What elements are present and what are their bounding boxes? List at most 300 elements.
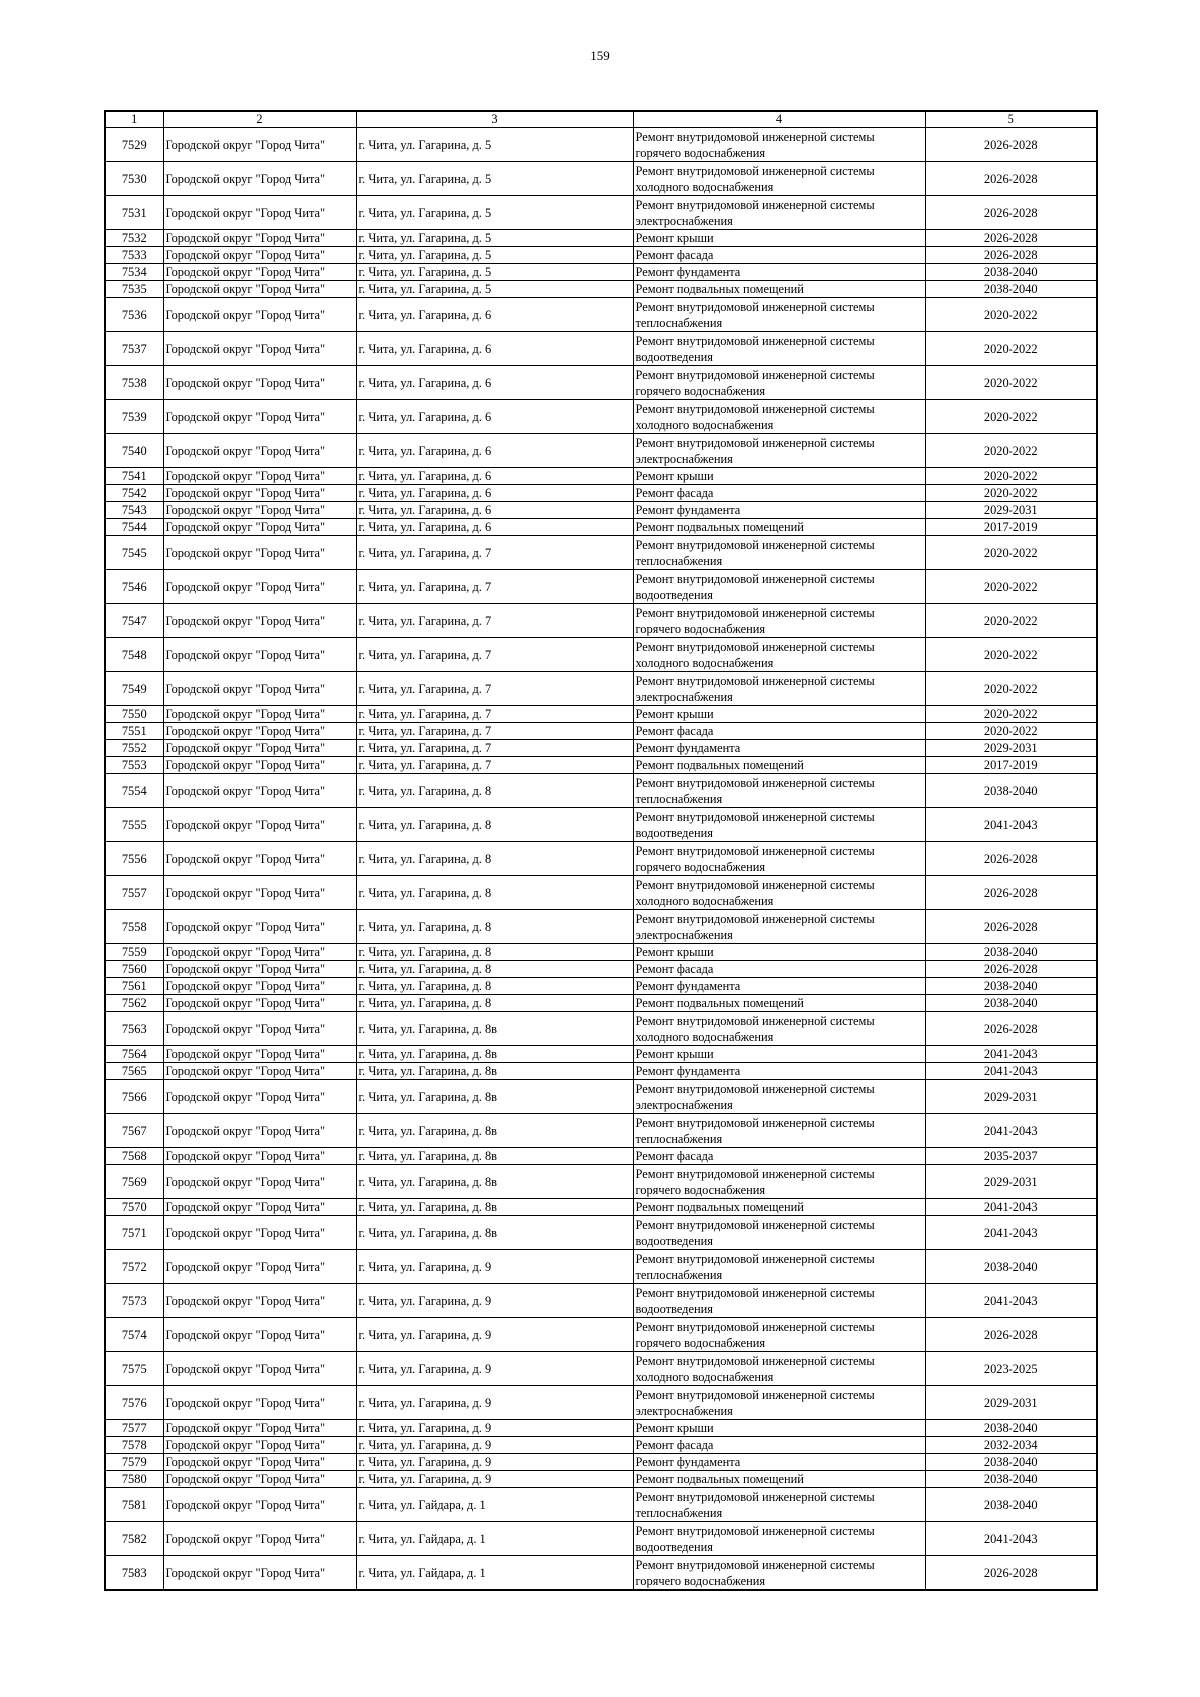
period-cell: 2026-2028 — [925, 1556, 1097, 1591]
address-cell: г. Чита, ул. Гагарина, д. 8в — [356, 1199, 633, 1216]
period-cell: 2032-2034 — [925, 1437, 1097, 1454]
address-cell: г. Чита, ул. Гагарина, д. 6 — [356, 332, 633, 366]
table-row — [105, 1148, 1097, 1165]
work-type-cell: Ремонт внутридомовой инженерной системы теплоснабжения — [633, 536, 925, 570]
municipality-cell: Городской округ "Город Чита" — [163, 995, 356, 1012]
period-cell: 2020-2022 — [925, 366, 1097, 400]
row-number: 7534 — [105, 264, 163, 281]
address-cell: г. Чита, ул. Гагарина, д. 9 — [356, 1352, 633, 1386]
municipality-cell: Городской округ "Город Чита" — [163, 128, 356, 162]
work-type-cell: Ремонт внутридомовой инженерной системы теплоснабжения — [633, 1114, 925, 1148]
table-row — [105, 774, 1097, 808]
work-type-cell: Ремонт фасада — [633, 723, 925, 740]
municipality-cell: Городской округ "Город Чита" — [163, 1063, 356, 1080]
address-cell: г. Чита, ул. Гагарина, д. 8в — [356, 1046, 633, 1063]
table-row — [105, 1216, 1097, 1250]
period-cell: 2029-2031 — [925, 502, 1097, 519]
row-number: 7571 — [105, 1216, 163, 1250]
municipality-cell: Городской округ "Город Чита" — [163, 808, 356, 842]
municipality-cell: Городской округ "Город Чита" — [163, 468, 356, 485]
period-cell: 2020-2022 — [925, 485, 1097, 502]
municipality-cell: Городской округ "Город Чита" — [163, 706, 356, 723]
work-type-cell: Ремонт подвальных помещений — [633, 995, 925, 1012]
table-row — [105, 366, 1097, 400]
table-row — [105, 910, 1097, 944]
period-cell: 2035-2037 — [925, 1148, 1097, 1165]
address-cell: г. Чита, ул. Гагарина, д. 6 — [356, 400, 633, 434]
period-cell: 2020-2022 — [925, 706, 1097, 723]
row-number: 7546 — [105, 570, 163, 604]
address-cell: г. Чита, ул. Гайдара, д. 1 — [356, 1522, 633, 1556]
work-type-cell: Ремонт внутридомовой инженерной системы водоотведения — [633, 1522, 925, 1556]
period-cell: 2017-2019 — [925, 519, 1097, 536]
row-number: 7572 — [105, 1250, 163, 1284]
work-type-cell: Ремонт внутридомовой инженерной системы водоотведения — [633, 808, 925, 842]
work-type-cell: Ремонт крыши — [633, 468, 925, 485]
address-cell: г. Чита, ул. Гагарина, д. 7 — [356, 723, 633, 740]
period-cell: 2038-2040 — [925, 944, 1097, 961]
work-type-cell: Ремонт фасада — [633, 1148, 925, 1165]
table-row — [105, 1352, 1097, 1386]
municipality-cell: Городской округ "Город Чита" — [163, 1080, 356, 1114]
address-cell: г. Чита, ул. Гагарина, д. 5 — [356, 281, 633, 298]
table-row — [105, 536, 1097, 570]
period-cell: 2020-2022 — [925, 536, 1097, 570]
address-cell: г. Чита, ул. Гагарина, д. 8в — [356, 1114, 633, 1148]
work-type-cell: Ремонт крыши — [633, 1420, 925, 1437]
table-row — [105, 1437, 1097, 1454]
work-type-cell: Ремонт подвальных помещений — [633, 757, 925, 774]
table-row — [105, 978, 1097, 995]
period-cell: 2026-2028 — [925, 230, 1097, 247]
column-header: 4 — [633, 111, 925, 128]
period-cell: 2041-2043 — [925, 1522, 1097, 1556]
table-row — [105, 1012, 1097, 1046]
address-cell: г. Чита, ул. Гагарина, д. 9 — [356, 1318, 633, 1352]
address-cell: г. Чита, ул. Гагарина, д. 9 — [356, 1386, 633, 1420]
address-cell: г. Чита, ул. Гагарина, д. 8 — [356, 995, 633, 1012]
period-cell: 2020-2022 — [925, 434, 1097, 468]
work-type-cell: Ремонт фундамента — [633, 502, 925, 519]
period-cell: 2026-2028 — [925, 247, 1097, 264]
column-header: 1 — [105, 111, 163, 128]
table-row — [105, 400, 1097, 434]
table-row — [105, 944, 1097, 961]
municipality-cell: Городской округ "Город Чита" — [163, 1420, 356, 1437]
work-type-cell: Ремонт внутридомовой инженерной системы водоотведения — [633, 570, 925, 604]
table-row — [105, 1046, 1097, 1063]
work-type-cell: Ремонт внутридомовой инженерной системы холодного водоснабжения — [633, 1352, 925, 1386]
row-number: 7533 — [105, 247, 163, 264]
row-number: 7570 — [105, 1199, 163, 1216]
table-row — [105, 808, 1097, 842]
work-type-cell: Ремонт внутридомовой инженерной системы электроснабжения — [633, 1386, 925, 1420]
municipality-cell: Городской округ "Город Чита" — [163, 570, 356, 604]
period-cell: 2020-2022 — [925, 604, 1097, 638]
address-cell: г. Чита, ул. Гагарина, д. 5 — [356, 230, 633, 247]
period-cell: 2038-2040 — [925, 264, 1097, 281]
row-number: 7559 — [105, 944, 163, 961]
work-type-cell: Ремонт фасада — [633, 247, 925, 264]
municipality-cell: Городской округ "Город Чита" — [163, 434, 356, 468]
address-cell: г. Чита, ул. Гагарина, д. 6 — [356, 366, 633, 400]
municipality-cell: Городской округ "Город Чита" — [163, 1352, 356, 1386]
municipality-cell: Городской округ "Город Чита" — [163, 740, 356, 757]
table-row — [105, 638, 1097, 672]
address-cell: г. Чита, ул. Гагарина, д. 6 — [356, 519, 633, 536]
address-cell: г. Чита, ул. Гагарина, д. 5 — [356, 264, 633, 281]
row-number: 7565 — [105, 1063, 163, 1080]
period-cell: 2020-2022 — [925, 672, 1097, 706]
address-cell: г. Чита, ул. Гагарина, д. 8 — [356, 842, 633, 876]
table-row — [105, 1284, 1097, 1318]
address-cell: г. Чита, ул. Гагарина, д. 7 — [356, 536, 633, 570]
period-cell: 2041-2043 — [925, 1046, 1097, 1063]
address-cell: г. Чита, ул. Гагарина, д. 6 — [356, 434, 633, 468]
municipality-cell: Городской округ "Город Чита" — [163, 842, 356, 876]
table-row — [105, 264, 1097, 281]
work-type-cell: Ремонт внутридомовой инженерной системы электроснабжения — [633, 434, 925, 468]
municipality-cell: Городской округ "Город Чита" — [163, 1046, 356, 1063]
period-cell: 2020-2022 — [925, 298, 1097, 332]
table-row — [105, 1080, 1097, 1114]
work-type-cell: Ремонт фасада — [633, 1437, 925, 1454]
work-type-cell: Ремонт внутридомовой инженерной системы горячего водоснабжения — [633, 128, 925, 162]
work-type-cell: Ремонт внутридомовой инженерной системы электроснабжения — [633, 1080, 925, 1114]
row-number: 7535 — [105, 281, 163, 298]
period-cell: 2038-2040 — [925, 1250, 1097, 1284]
row-number: 7578 — [105, 1437, 163, 1454]
table-row — [105, 468, 1097, 485]
period-cell: 2026-2028 — [925, 961, 1097, 978]
row-number: 7542 — [105, 485, 163, 502]
row-number: 7536 — [105, 298, 163, 332]
address-cell: г. Чита, ул. Гагарина, д. 7 — [356, 740, 633, 757]
work-type-cell: Ремонт внутридомовой инженерной системы электроснабжения — [633, 672, 925, 706]
row-number: 7567 — [105, 1114, 163, 1148]
period-cell: 2041-2043 — [925, 1063, 1097, 1080]
address-cell: г. Чита, ул. Гагарина, д. 6 — [356, 485, 633, 502]
municipality-cell: Городской округ "Город Чита" — [163, 1216, 356, 1250]
municipality-cell: Городской округ "Город Чита" — [163, 366, 356, 400]
period-cell: 2026-2028 — [925, 1318, 1097, 1352]
table-row — [105, 740, 1097, 757]
address-cell: г. Чита, ул. Гагарина, д. 5 — [356, 128, 633, 162]
address-cell: г. Чита, ул. Гагарина, д. 8в — [356, 1148, 633, 1165]
work-type-cell: Ремонт подвальных помещений — [633, 281, 925, 298]
work-type-cell: Ремонт подвальных помещений — [633, 1199, 925, 1216]
work-type-cell: Ремонт внутридомовой инженерной системы холодного водоснабжения — [633, 1012, 925, 1046]
period-cell: 2041-2043 — [925, 1199, 1097, 1216]
column-header: 5 — [925, 111, 1097, 128]
row-number: 7573 — [105, 1284, 163, 1318]
row-number: 7545 — [105, 536, 163, 570]
table-row — [105, 1488, 1097, 1522]
work-type-cell: Ремонт внутридомовой инженерной системы горячего водоснабжения — [633, 604, 925, 638]
table-row — [105, 1420, 1097, 1437]
work-type-cell: Ремонт внутридомовой инженерной системы теплоснабжения — [633, 1250, 925, 1284]
table-row — [105, 332, 1097, 366]
address-cell: г. Чита, ул. Гагарина, д. 9 — [356, 1284, 633, 1318]
table-row — [105, 1199, 1097, 1216]
column-number-row — [105, 111, 1097, 128]
column-header: 3 — [356, 111, 633, 128]
table-row — [105, 196, 1097, 230]
municipality-cell: Городской округ "Город Чита" — [163, 1165, 356, 1199]
municipality-cell: Городской округ "Город Чита" — [163, 1522, 356, 1556]
period-cell: 2038-2040 — [925, 978, 1097, 995]
work-type-cell: Ремонт внутридомовой инженерной системы водоотведения — [633, 1216, 925, 1250]
table-row — [105, 1063, 1097, 1080]
work-type-cell: Ремонт внутридомовой инженерной системы теплоснабжения — [633, 1488, 925, 1522]
period-cell: 2038-2040 — [925, 995, 1097, 1012]
table-row — [105, 1471, 1097, 1488]
work-type-cell: Ремонт фундамента — [633, 1063, 925, 1080]
period-cell: 2029-2031 — [925, 1080, 1097, 1114]
period-cell: 2029-2031 — [925, 1386, 1097, 1420]
table-row — [105, 1454, 1097, 1471]
table-row — [105, 604, 1097, 638]
work-type-cell: Ремонт крыши — [633, 1046, 925, 1063]
row-number: 7548 — [105, 638, 163, 672]
address-cell: г. Чита, ул. Гагарина, д. 9 — [356, 1420, 633, 1437]
table-row — [105, 672, 1097, 706]
table-row — [105, 281, 1097, 298]
table-row — [105, 162, 1097, 196]
period-cell: 2038-2040 — [925, 1454, 1097, 1471]
work-type-cell: Ремонт крыши — [633, 944, 925, 961]
municipality-cell: Городской округ "Город Чита" — [163, 1318, 356, 1352]
table-row — [105, 1165, 1097, 1199]
row-number: 7564 — [105, 1046, 163, 1063]
row-number: 7538 — [105, 366, 163, 400]
address-cell: г. Чита, ул. Гагарина, д. 7 — [356, 757, 633, 774]
municipality-cell: Городской округ "Город Чита" — [163, 910, 356, 944]
row-number: 7552 — [105, 740, 163, 757]
table-row — [105, 1386, 1097, 1420]
address-cell: г. Чита, ул. Гайдара, д. 1 — [356, 1556, 633, 1591]
period-cell: 2017-2019 — [925, 757, 1097, 774]
period-cell: 2020-2022 — [925, 400, 1097, 434]
work-type-cell: Ремонт внутридомовой инженерной системы электроснабжения — [633, 196, 925, 230]
municipality-cell: Городской округ "Город Чита" — [163, 1556, 356, 1591]
row-number: 7577 — [105, 1420, 163, 1437]
row-number: 7530 — [105, 162, 163, 196]
table-row — [105, 706, 1097, 723]
row-number: 7558 — [105, 910, 163, 944]
municipality-cell: Городской округ "Город Чита" — [163, 519, 356, 536]
municipality-cell: Городской округ "Город Чита" — [163, 774, 356, 808]
period-cell: 2038-2040 — [925, 1488, 1097, 1522]
row-number: 7547 — [105, 604, 163, 638]
period-cell: 2038-2040 — [925, 1471, 1097, 1488]
address-cell: г. Чита, ул. Гагарина, д. 8в — [356, 1063, 633, 1080]
row-number: 7553 — [105, 757, 163, 774]
table-row — [105, 570, 1097, 604]
table-row — [105, 723, 1097, 740]
period-cell: 2026-2028 — [925, 162, 1097, 196]
table-row — [105, 247, 1097, 264]
address-cell: г. Чита, ул. Гагарина, д. 8 — [356, 961, 633, 978]
work-type-cell: Ремонт внутридомовой инженерной системы холодного водоснабжения — [633, 876, 925, 910]
row-number: 7544 — [105, 519, 163, 536]
address-cell: г. Чита, ул. Гагарина, д. 8 — [356, 876, 633, 910]
address-cell: г. Чита, ул. Гагарина, д. 7 — [356, 672, 633, 706]
table-row — [105, 1114, 1097, 1148]
work-type-cell: Ремонт внутридомовой инженерной системы теплоснабжения — [633, 298, 925, 332]
row-number: 7576 — [105, 1386, 163, 1420]
table-row — [105, 502, 1097, 519]
period-cell: 2041-2043 — [925, 1284, 1097, 1318]
row-number: 7574 — [105, 1318, 163, 1352]
address-cell: г. Чита, ул. Гагарина, д. 7 — [356, 706, 633, 723]
table-row — [105, 230, 1097, 247]
municipality-cell: Городской округ "Город Чита" — [163, 536, 356, 570]
row-number: 7575 — [105, 1352, 163, 1386]
municipality-cell: Городской округ "Город Чита" — [163, 1250, 356, 1284]
table-row — [105, 1250, 1097, 1284]
row-number: 7539 — [105, 400, 163, 434]
row-number: 7582 — [105, 1522, 163, 1556]
table-row — [105, 434, 1097, 468]
period-cell: 2026-2028 — [925, 910, 1097, 944]
period-cell: 2023-2025 — [925, 1352, 1097, 1386]
municipality-cell: Городской округ "Город Чита" — [163, 1437, 356, 1454]
period-cell: 2020-2022 — [925, 332, 1097, 366]
period-cell: 2020-2022 — [925, 468, 1097, 485]
municipality-cell: Городской округ "Город Чита" — [163, 264, 356, 281]
municipality-cell: Городской округ "Город Чита" — [163, 485, 356, 502]
municipality-cell: Городской округ "Город Чита" — [163, 247, 356, 264]
municipality-cell: Городской округ "Город Чита" — [163, 400, 356, 434]
address-cell: г. Чита, ул. Гагарина, д. 6 — [356, 502, 633, 519]
row-number: 7543 — [105, 502, 163, 519]
municipality-cell: Городской округ "Город Чита" — [163, 332, 356, 366]
municipality-cell: Городской округ "Город Чита" — [163, 978, 356, 995]
address-cell: г. Чита, ул. Гагарина, д. 8 — [356, 910, 633, 944]
work-type-cell: Ремонт подвальных помещений — [633, 1471, 925, 1488]
work-type-cell: Ремонт фасада — [633, 485, 925, 502]
row-number: 7549 — [105, 672, 163, 706]
table-row — [105, 485, 1097, 502]
period-cell: 2038-2040 — [925, 774, 1097, 808]
row-number: 7562 — [105, 995, 163, 1012]
row-number: 7550 — [105, 706, 163, 723]
work-type-cell: Ремонт внутридомовой инженерной системы водоотведения — [633, 1284, 925, 1318]
row-number: 7531 — [105, 196, 163, 230]
address-cell: г. Чита, ул. Гагарина, д. 8в — [356, 1080, 633, 1114]
capital-repair-table — [104, 110, 1098, 1591]
address-cell: г. Чита, ул. Гагарина, д. 5 — [356, 247, 633, 264]
period-cell: 2020-2022 — [925, 638, 1097, 672]
municipality-cell: Городской округ "Город Чита" — [163, 298, 356, 332]
municipality-cell: Городской округ "Город Чита" — [163, 1488, 356, 1522]
address-cell: г. Чита, ул. Гагарина, д. 5 — [356, 162, 633, 196]
period-cell: 2038-2040 — [925, 281, 1097, 298]
row-number: 7563 — [105, 1012, 163, 1046]
period-cell: 2026-2028 — [925, 842, 1097, 876]
period-cell: 2041-2043 — [925, 1216, 1097, 1250]
period-cell: 2041-2043 — [925, 808, 1097, 842]
row-number: 7568 — [105, 1148, 163, 1165]
table-row — [105, 995, 1097, 1012]
address-cell: г. Чита, ул. Гагарина, д. 9 — [356, 1437, 633, 1454]
row-number: 7580 — [105, 1471, 163, 1488]
row-number: 7555 — [105, 808, 163, 842]
work-type-cell: Ремонт внутридомовой инженерной системы теплоснабжения — [633, 774, 925, 808]
municipality-cell: Городской округ "Город Чита" — [163, 1471, 356, 1488]
row-number: 7561 — [105, 978, 163, 995]
municipality-cell: Городской округ "Город Чита" — [163, 757, 356, 774]
address-cell: г. Чита, ул. Гагарина, д. 5 — [356, 196, 633, 230]
municipality-cell: Городской округ "Город Чита" — [163, 638, 356, 672]
address-cell: г. Чита, ул. Гайдара, д. 1 — [356, 1488, 633, 1522]
row-number: 7532 — [105, 230, 163, 247]
table-row — [105, 842, 1097, 876]
table-row — [105, 128, 1097, 162]
period-cell: 2026-2028 — [925, 1012, 1097, 1046]
table-row — [105, 1556, 1097, 1591]
period-cell: 2029-2031 — [925, 1165, 1097, 1199]
municipality-cell: Городской округ "Город Чита" — [163, 1199, 356, 1216]
address-cell: г. Чита, ул. Гагарина, д. 6 — [356, 468, 633, 485]
period-cell: 2038-2040 — [925, 1420, 1097, 1437]
period-cell: 2026-2028 — [925, 876, 1097, 910]
row-number: 7541 — [105, 468, 163, 485]
table-row — [105, 757, 1097, 774]
work-type-cell: Ремонт внутридомовой инженерной системы холодного водоснабжения — [633, 162, 925, 196]
row-number: 7569 — [105, 1165, 163, 1199]
row-number: 7554 — [105, 774, 163, 808]
table-row — [105, 1318, 1097, 1352]
work-type-cell: Ремонт фундамента — [633, 978, 925, 995]
address-cell: г. Чита, ул. Гагарина, д. 8 — [356, 808, 633, 842]
row-number: 7581 — [105, 1488, 163, 1522]
municipality-cell: Городской округ "Город Чита" — [163, 961, 356, 978]
work-type-cell: Ремонт крыши — [633, 230, 925, 247]
municipality-cell: Городской округ "Город Чита" — [163, 230, 356, 247]
row-number: 7557 — [105, 876, 163, 910]
municipality-cell: Городской округ "Город Чита" — [163, 1454, 356, 1471]
work-type-cell: Ремонт крыши — [633, 706, 925, 723]
address-cell: г. Чита, ул. Гагарина, д. 8 — [356, 978, 633, 995]
municipality-cell: Городской округ "Город Чита" — [163, 162, 356, 196]
period-cell: 2026-2028 — [925, 128, 1097, 162]
work-type-cell: Ремонт внутридомовой инженерной системы электроснабжения — [633, 910, 925, 944]
address-cell: г. Чита, ул. Гагарина, д. 8 — [356, 944, 633, 961]
row-number: 7560 — [105, 961, 163, 978]
table-body — [105, 128, 1097, 1591]
period-cell: 2029-2031 — [925, 740, 1097, 757]
municipality-cell: Городской округ "Город Чита" — [163, 723, 356, 740]
table-row — [105, 519, 1097, 536]
row-number: 7556 — [105, 842, 163, 876]
row-number: 7529 — [105, 128, 163, 162]
row-number: 7540 — [105, 434, 163, 468]
work-type-cell: Ремонт фундамента — [633, 1454, 925, 1471]
municipality-cell: Городской округ "Город Чита" — [163, 1284, 356, 1318]
work-type-cell: Ремонт фасада — [633, 961, 925, 978]
municipality-cell: Городской округ "Город Чита" — [163, 1012, 356, 1046]
municipality-cell: Городской округ "Город Чита" — [163, 944, 356, 961]
address-cell: г. Чита, ул. Гагарина, д. 9 — [356, 1471, 633, 1488]
work-type-cell: Ремонт внутридомовой инженерной системы горячего водоснабжения — [633, 366, 925, 400]
municipality-cell: Городской округ "Город Чита" — [163, 196, 356, 230]
address-cell: г. Чита, ул. Гагарина, д. 8в — [356, 1012, 633, 1046]
address-cell: г. Чита, ул. Гагарина, д. 8в — [356, 1216, 633, 1250]
municipality-cell: Городской округ "Город Чита" — [163, 876, 356, 910]
municipality-cell: Городской округ "Город Чита" — [163, 604, 356, 638]
